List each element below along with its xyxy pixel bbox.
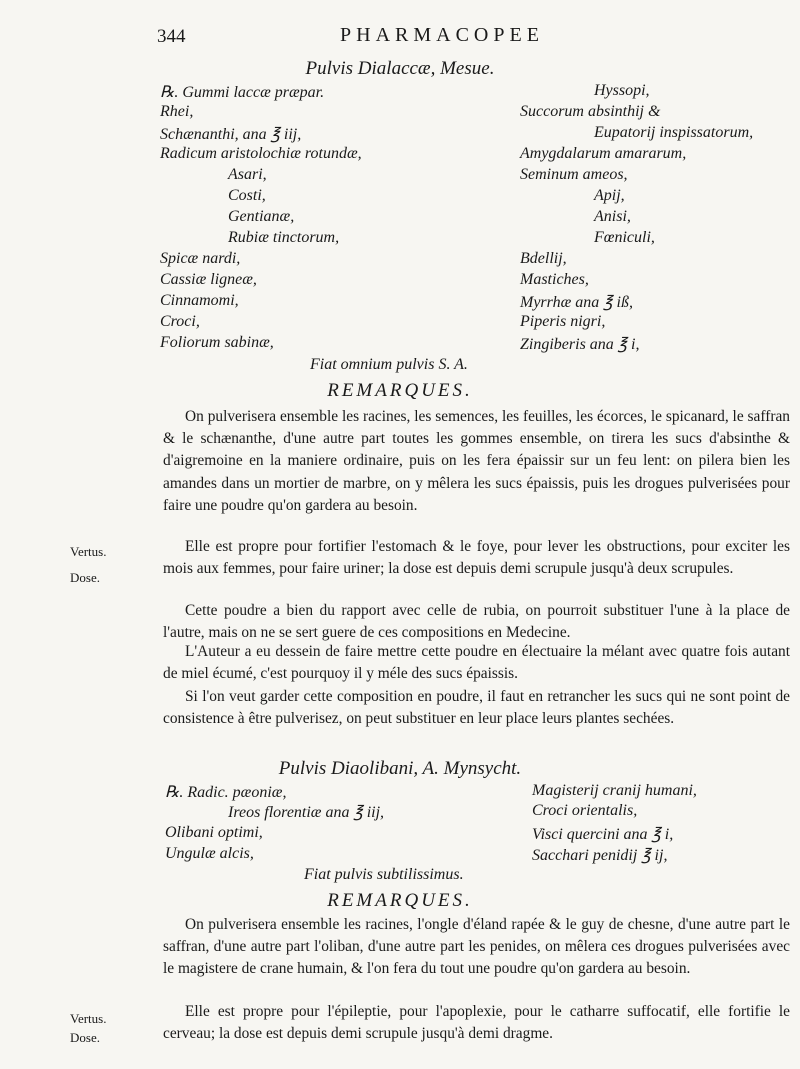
- ingredient: ℞. Gummi laccæ præpar.: [160, 84, 325, 101]
- ingredient: Croci orientalis,: [532, 802, 638, 819]
- ingredient: Rhei,: [160, 103, 194, 120]
- margin-note-dose: Dose.: [70, 570, 100, 585]
- page-number: 344: [157, 26, 186, 47]
- ingredient: Amygdalarum amararum,: [520, 145, 687, 162]
- ingredient: Hyssopi,: [594, 82, 650, 99]
- ingredient: Foliorum sabinæ,: [160, 334, 274, 351]
- ingredient: Cassiæ ligneæ,: [160, 271, 257, 288]
- running-head: PHARMACOPEE: [340, 24, 544, 46]
- ingredient: Fœniculi,: [594, 229, 655, 246]
- fiat-line: Fiat pulvis subtilissimus.: [304, 866, 464, 883]
- ingredient: Spicæ nardi,: [160, 250, 241, 267]
- paragraph: On pulverisera ensemble les racines, l'ongle d'éland rapée & le guy de chesne, d'une autre part le saffran, d'une autre part l'oliban, d'une autre part les penides, on mêlera ces drogues pulverisées avec le magistere de crane humain, & l'on fera du tout une poudre qu'on gardera au besoin.: [163, 916, 790, 978]
- ingredient: Myrrhæ ana ℥ iß,: [520, 294, 633, 311]
- ingredient: Radicum aristolochiæ rotundæ,: [160, 145, 362, 162]
- ingredient: Asari,: [228, 166, 267, 183]
- margin-note-vertus: Vertus.: [70, 544, 107, 559]
- ingredient: ℞. Radic. pæoniæ,: [165, 784, 287, 801]
- paragraph: Cette poudre a bien du rapport avec celle de rubia, on pourroit substituer l'une à la place de l'autre, mais on ne se sert guere de ces compositions en Medecine.: [163, 602, 790, 642]
- ingredient: Visci quercini ana ℥ i,: [532, 826, 674, 843]
- ingredient: Olibani optimi,: [165, 824, 263, 841]
- ingredient: Sacchari penidij ℥ ij,: [532, 847, 668, 864]
- ingredient: Gentianæ,: [228, 208, 295, 225]
- paragraph: L'Auteur a eu dessein de faire mettre cette poudre en électuaire la mélant avec quatre fois autant de miel écumé, c'est pourquoy il y méle des sucs épaissis.: [163, 643, 790, 683]
- ingredient: Schænanthi, ana ℥ iij,: [160, 126, 302, 143]
- fiat-line: Fiat omnium pulvis S. A.: [310, 356, 468, 373]
- ingredient: Eupatorij inspissatorum,: [594, 124, 754, 141]
- ingredient: Ungulæ alcis,: [165, 845, 254, 862]
- paragraph: Elle est propre pour l'épileptie, pour l'apoplexie, pour le catharre suffocatif, elle fortifie le cerveau; la dose est depuis demi scrupule jusqu'à demi dragme.: [163, 1003, 790, 1043]
- margin-note-dose: Dose.: [70, 1030, 100, 1045]
- ingredient: Ireos florentiæ ana ℥ iij,: [228, 804, 385, 821]
- remarques-heading: REMARQUES.: [327, 380, 473, 401]
- ingredient: Succorum absinthij &: [520, 103, 661, 120]
- paragraph: Si l'on veut garder cette composition en poudre, il faut en retrancher les sucs qui ne sont point de consistence à être pulverisez, on peut substituer en leur place leurs plantes sechées.: [163, 688, 790, 728]
- margin-note-vertus: Vertus.: [70, 1011, 107, 1026]
- ingredient: Anisi,: [594, 208, 631, 225]
- ingredient: Rubiæ tinctorum,: [228, 229, 340, 246]
- ingredient: Cinnamomi,: [160, 292, 239, 309]
- ingredient: Seminum ameos,: [520, 166, 628, 183]
- ingredient: Piperis nigri,: [520, 313, 606, 330]
- ingredient: Magisterij cranij humani,: [532, 782, 697, 799]
- paragraph: Elle est propre pour fortifier l'estomach & le foye, pour lever les obstructions, pour exciter les mois aux femmes, pour faire uriner; la dose est depuis demi scrupule jusqu'à deux scrupules.: [163, 538, 790, 578]
- ingredient: Zingiberis ana ℥ i,: [520, 336, 640, 353]
- remarques-heading: REMARQUES.: [327, 890, 473, 911]
- recipe-title: Pulvis Dialaccæ, Mesue.: [305, 58, 495, 79]
- ingredient: Mastiches,: [520, 271, 589, 288]
- ingredient: Croci,: [160, 313, 200, 330]
- ingredient: Bdellij,: [520, 250, 567, 267]
- ingredient: Apij,: [594, 187, 625, 204]
- ingredient: Costi,: [228, 187, 266, 204]
- recipe-title: Pulvis Diaolibani, A. Mynsycht.: [278, 758, 522, 779]
- paragraph: On pulverisera ensemble les racines, les semences, les feuilles, les écorces, le spicanard, le saffran & le schænanthe, d'une autre part toutes les gommes ensemble, on tirera les sucs d'absinthe & d'aigremoine en la maniere ordinaire, puis on les fera épaissir sur un feu lent: on pilera bien les amandes dans un mortier de marbre, on y mêlera les sucs épaissis, puis les drogues pulverisées pour faire une poudre qu'on gardera au besoin.: [163, 408, 790, 514]
